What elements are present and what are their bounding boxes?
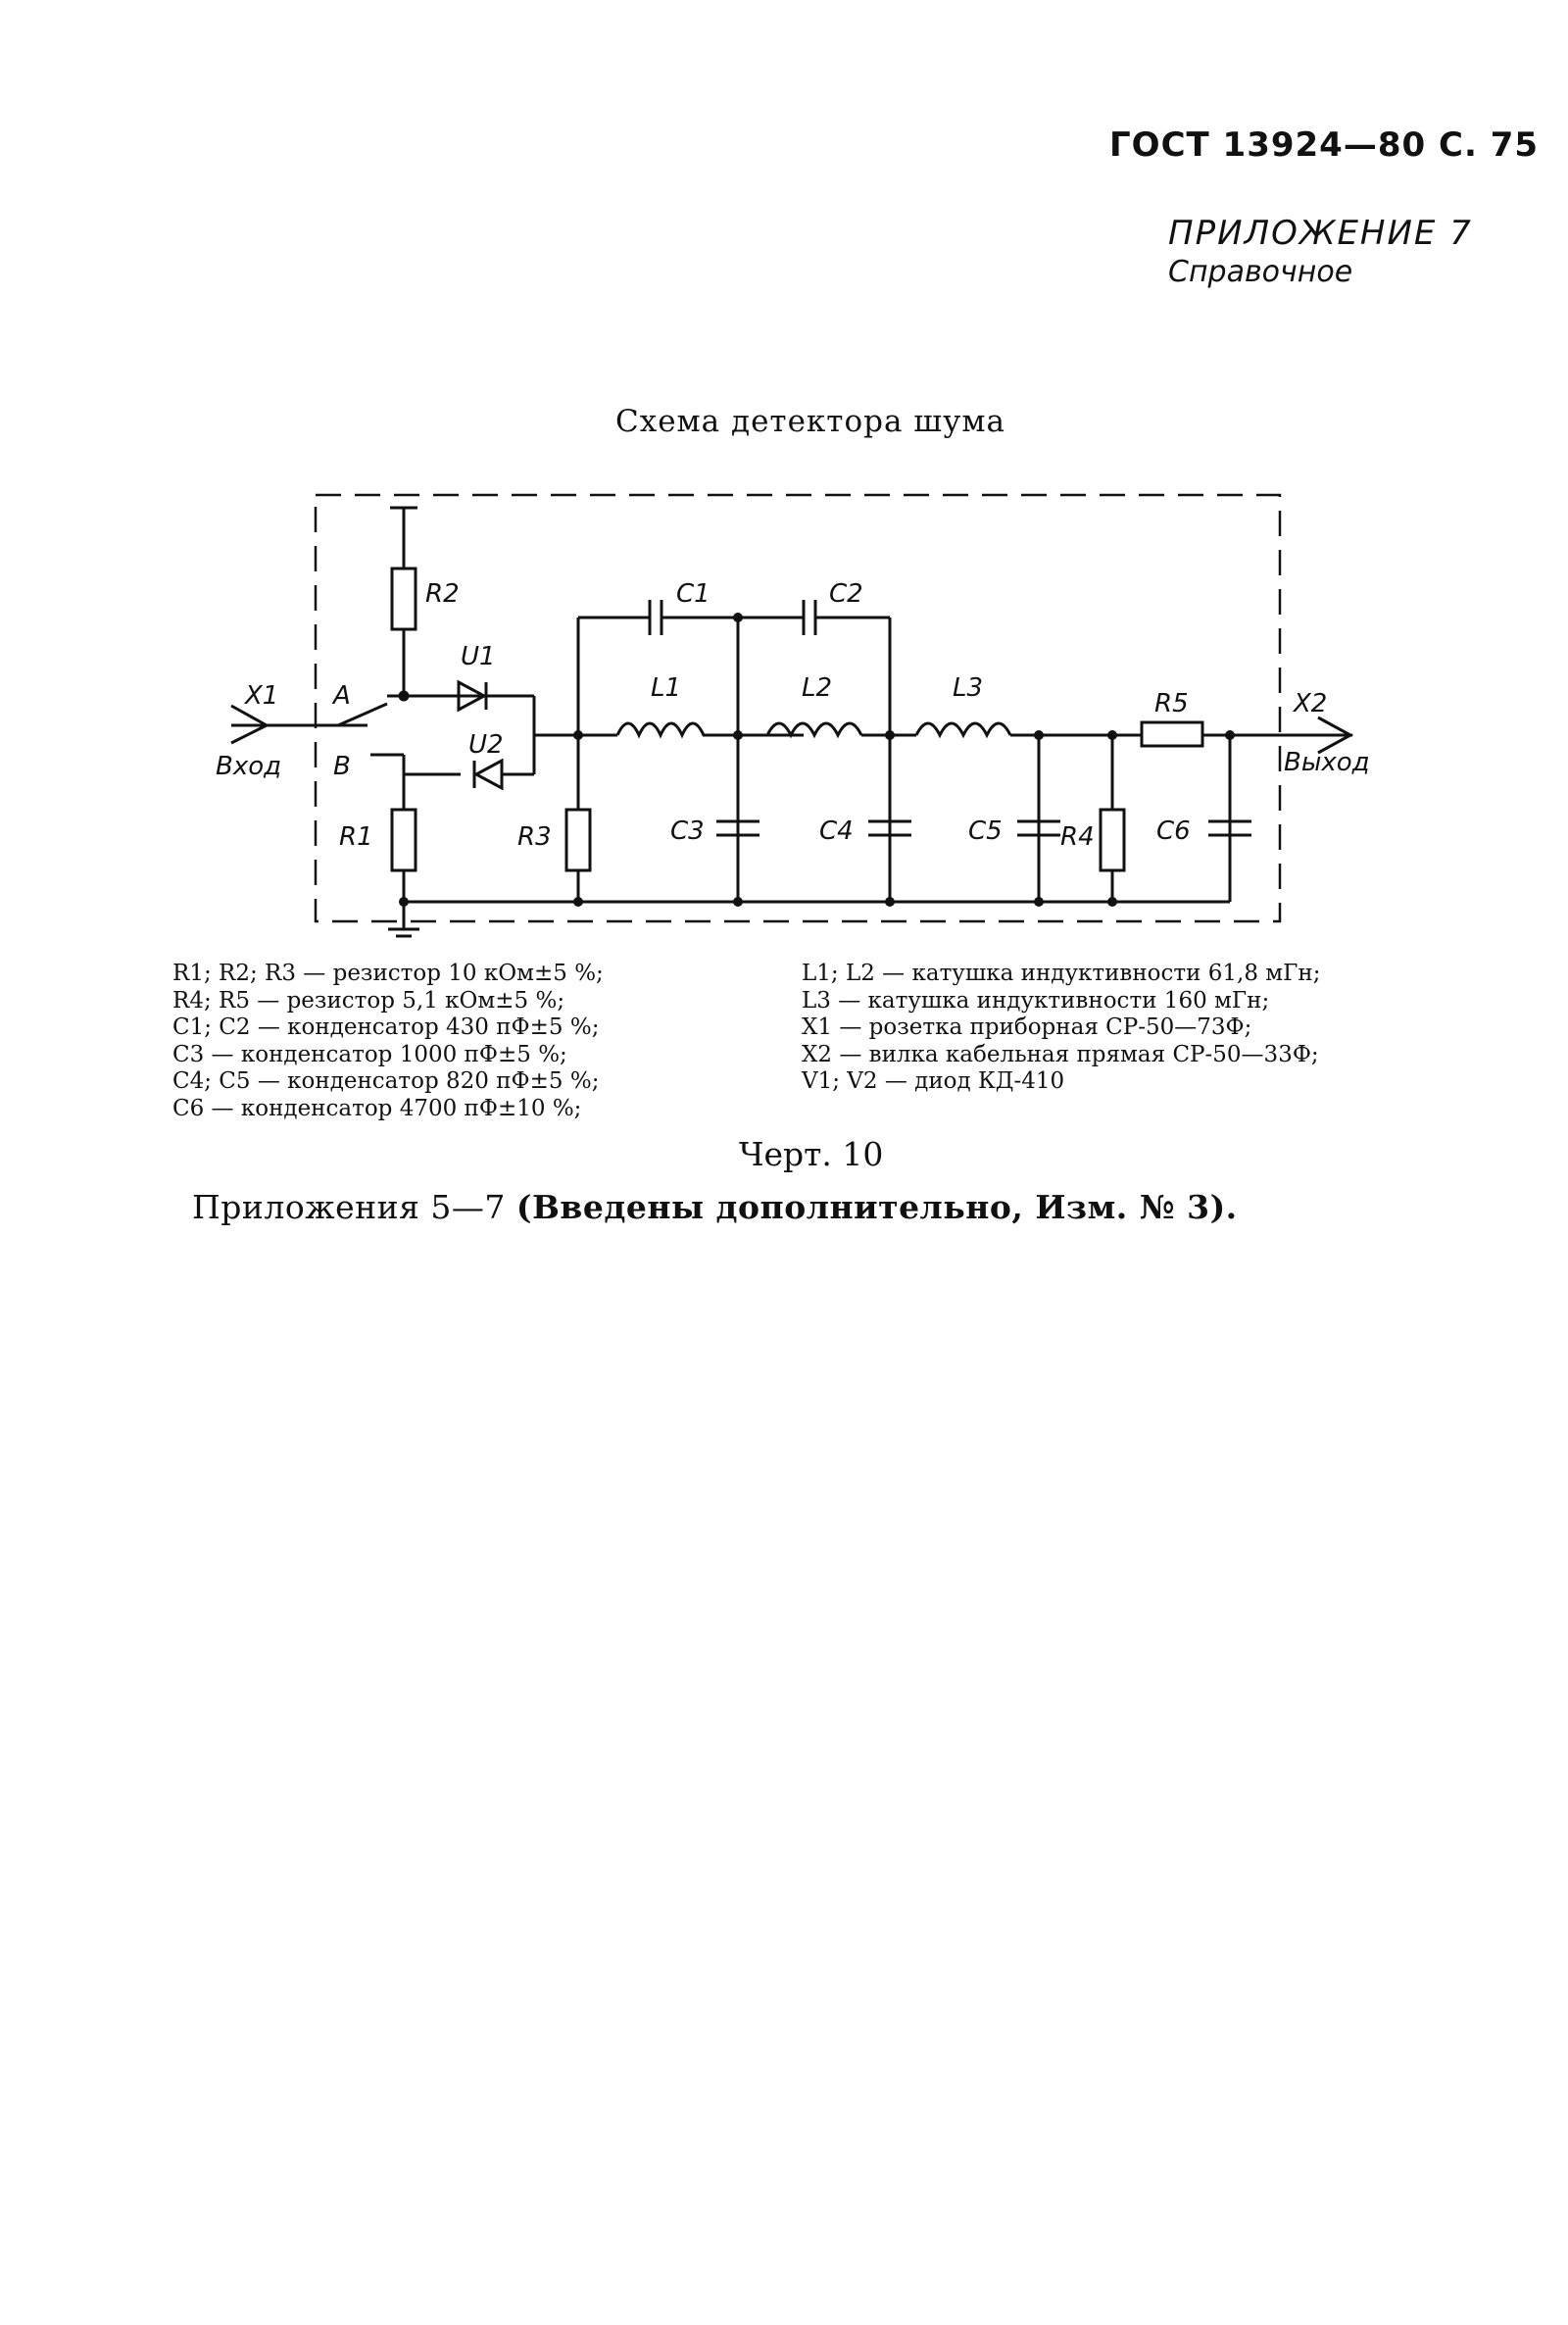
note-emphasis: (Введены дополнительно, Изм. № 3). — [515, 1188, 1238, 1226]
r4-label: R4 — [1060, 822, 1095, 852]
c4-label: C4 — [819, 816, 854, 846]
appendix-subtitle: Справочное — [1168, 255, 1353, 289]
l3-inductor — [916, 723, 1010, 735]
legend-item: X1 — розетка приборная СР-50—73Ф; — [802, 1014, 1252, 1040]
legend-item: L3 — катушка индуктивности 160 мГн; — [802, 987, 1270, 1014]
legend-left — [172, 961, 604, 1122]
r2-resistor — [392, 569, 416, 629]
c3-label: C3 — [670, 816, 705, 846]
legend-right — [802, 961, 1321, 1096]
r3-label: R3 — [517, 822, 552, 852]
legend-item: L1; L2 — катушка индуктивности 61,8 мГн; — [802, 961, 1321, 986]
page-header: ГОСТ 13924—80 С. 75 — [1109, 125, 1540, 165]
appendix-note — [192, 1188, 1238, 1226]
switch-b-label: B — [333, 752, 351, 781]
legend-item: C3 — конденсатор 1000 пФ±5 %; — [172, 1041, 567, 1067]
c5-label: C5 — [968, 816, 1003, 846]
x1-label: X1 — [245, 681, 279, 711]
u2-label: U2 — [468, 730, 504, 760]
r1-resistor — [392, 810, 416, 870]
r3-resistor — [566, 810, 590, 870]
r5-resistor — [1142, 722, 1202, 746]
appendix-title: ПРИЛОЖЕНИЕ 7 — [1168, 214, 1473, 253]
legend-item: X2 — вилка кабельная прямая СР-50—33Ф; — [802, 1041, 1319, 1067]
l2-label: L2 — [802, 673, 833, 703]
legend-item: C4; C5 — конденсатор 820 пФ±5 %; — [172, 1068, 600, 1094]
legend-item: V1; V2 — диод КД-410 — [802, 1068, 1065, 1094]
c2-label: C2 — [829, 579, 863, 609]
x2-label: X2 — [1294, 689, 1328, 718]
u2-diode — [476, 761, 502, 788]
output-label: Выход — [1284, 748, 1370, 777]
noise-detector-schematic — [0, 0, 1568, 961]
input-label: Вход — [216, 752, 282, 781]
legend-item: R1; R2; R3 — резистор 10 кОм±5 %; — [172, 961, 604, 986]
r5-label: R5 — [1154, 689, 1189, 718]
l3-label: L3 — [953, 673, 984, 703]
r1-label: R1 — [339, 822, 373, 852]
diagram-title: Схема детектора шума — [615, 404, 1005, 439]
c1-label: C1 — [676, 579, 710, 609]
l2-inductor — [767, 723, 861, 735]
r2-label: R2 — [425, 579, 460, 609]
c6-label: C6 — [1156, 816, 1191, 846]
legend-item: C6 — конденсатор 4700 пФ±10 %; — [172, 1095, 582, 1121]
l1-label: L1 — [651, 673, 682, 703]
note-prefix: Приложения 5—7 — [192, 1188, 506, 1226]
switch-a-label: A — [333, 681, 351, 711]
u1-label: U1 — [461, 642, 496, 671]
legend-item: R4; R5 — резистор 5,1 кОм±5 %; — [172, 987, 565, 1014]
figure-caption: Черт. 10 — [739, 1135, 884, 1173]
r4-resistor — [1101, 810, 1124, 870]
legend-item: C1; C2 — конденсатор 430 пФ±5 %; — [172, 1014, 600, 1040]
